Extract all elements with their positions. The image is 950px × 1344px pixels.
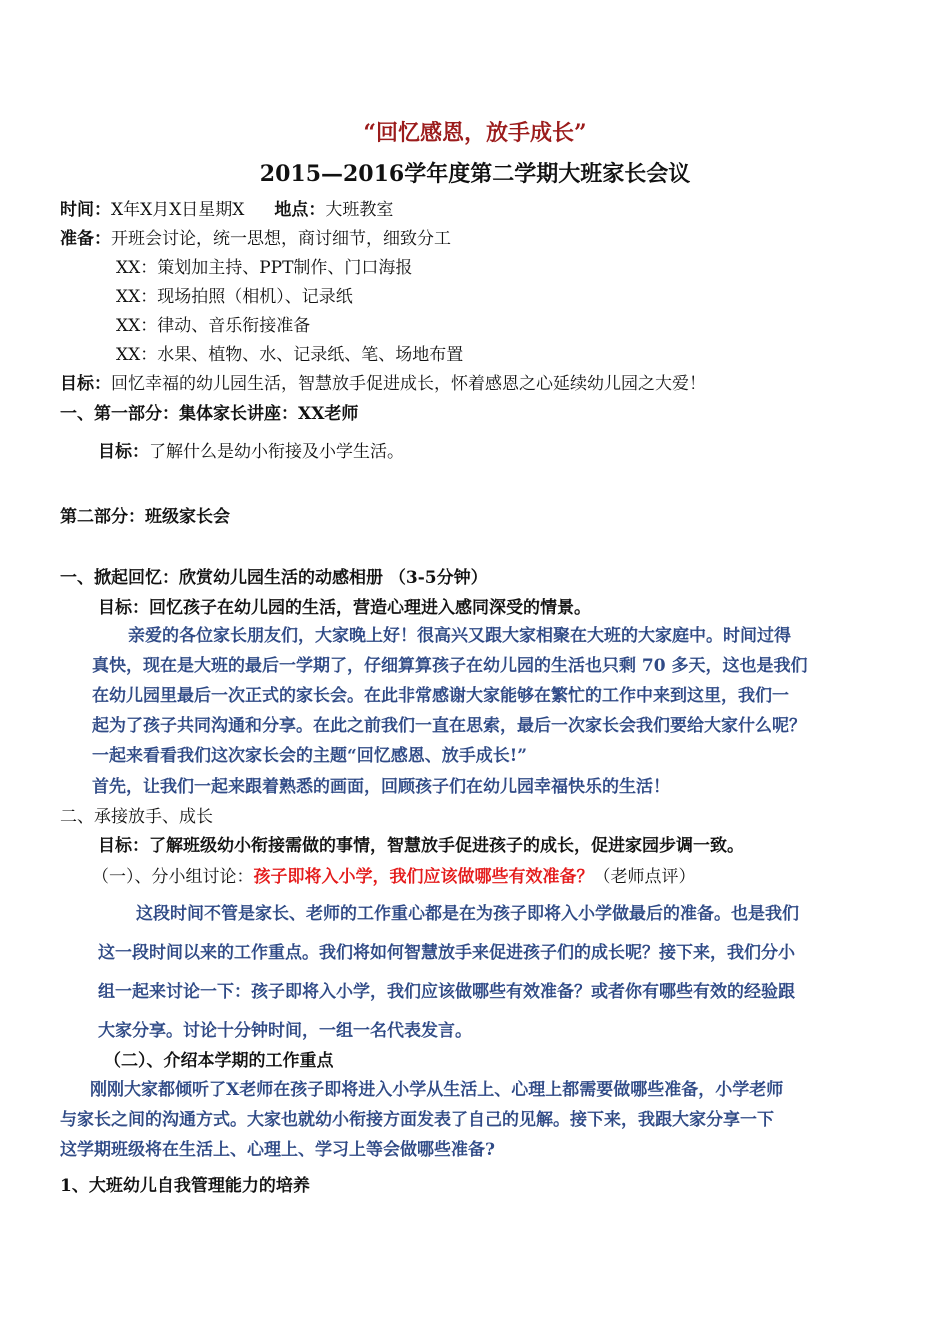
paragraph-line: 亲爱的各位家长朋友们，大家晚上好！很高兴又跟大家相聚在大班的大家庭中。时间过得 bbox=[128, 626, 791, 646]
section1-duration: （3-5分钟） bbox=[388, 568, 488, 588]
time-value: X年X月X日星期X bbox=[111, 200, 245, 220]
paragraph-line: 刚刚大家都倾听了X老师在孩子即将进入小学从生活上、心理上都需要做哪些准备，小学老师 bbox=[90, 1080, 784, 1100]
part1-goal bbox=[98, 440, 404, 464]
prep-item: XX：水果、植物、水、记录纸、笔、场地布置 bbox=[116, 345, 464, 365]
prep-line bbox=[60, 227, 451, 251]
subsection1-prefix: （一）、分小组讨论： bbox=[92, 867, 254, 887]
paragraph-line: 这一段时间以来的工作重点。我们将如何智慧放手来促进孩子们的成长呢？接下来，我们分小 bbox=[98, 943, 795, 963]
section1-heading bbox=[60, 566, 488, 590]
paragraph-line: 一起来看看我们这次家长会的主题“回忆感恩、放手成长!” bbox=[92, 746, 528, 766]
subsection1-heading bbox=[92, 865, 696, 889]
prep-item: XX：策划加主持、PPT制作、门口海报 bbox=[116, 258, 413, 278]
paragraph-line: 首先，让我们一起来跟着熟悉的画面，回顾孩子们在幼儿园幸福快乐的生活！ bbox=[92, 777, 670, 797]
place-value: 大班教室 bbox=[325, 200, 394, 220]
item1-heading: 1、大班幼儿自我管理能力的培养 bbox=[60, 1176, 310, 1196]
part1-goal-value: 了解什么是幼小衔接及小学生活。 bbox=[149, 442, 404, 462]
part1-goal-label: 目标： bbox=[98, 442, 149, 462]
paragraph-line: 起为了孩子共同沟通和分享。在此之前我们一直在思索，最后一次家长会我们要给大家什么呢？ bbox=[92, 716, 806, 736]
paragraph-line: 这段时间不管是家长、老师的工作重心都是在为孩子即将入小学做最后的准备。也是我们 bbox=[136, 904, 799, 924]
paragraph-line: 这学期班级将在生活上、心理上、学习上等会做哪些准备? bbox=[60, 1140, 495, 1160]
subsection1-question: 孩子即将入小学，我们应该做哪些有效准备？ bbox=[253, 867, 594, 887]
goal-value: 回忆幸福的幼儿园生活，智慧放手促进成长，怀着感恩之心延续幼儿园之大爱！ bbox=[111, 374, 706, 394]
paragraph-line: 与家长之间的沟通方式。大家也就幼小衔接方面发表了自己的见解。接下来，我跟大家分享一下 bbox=[60, 1110, 774, 1130]
place-label: 地点： bbox=[274, 200, 326, 220]
title-quote: “回忆感恩，放手成长” bbox=[363, 120, 587, 146]
prep-label: 准备： bbox=[60, 229, 111, 249]
subsection1-suffix: （老师点评） bbox=[593, 867, 696, 887]
paragraph-line: 在幼儿园里最后一次正式的家长会。在此非常感谢大家能够在繁忙的工作中来到这里，我们一 bbox=[92, 686, 789, 706]
section2-goal: 目标：了解班级幼小衔接需做的事情，智慧放手促进孩子的成长，促进家园步调一致。 bbox=[98, 836, 744, 856]
section1-heading-text: 一、掀起回忆：欣赏幼儿园生活的动感相册 bbox=[60, 568, 383, 588]
prep-item: XX：现场拍照（相机）、记录纸 bbox=[116, 287, 353, 307]
page-title: 2015—2016学年度第二学期大班家长会议 bbox=[259, 161, 691, 187]
time-label: 时间： bbox=[60, 200, 111, 220]
subsection2-heading: （二）、介绍本学期的工作重点 bbox=[104, 1051, 334, 1071]
paragraph-line: 真快，现在是大班的最后一学期了，仔细算算孩子在幼儿园的生活也只剩 70 多天，这也是我们 bbox=[92, 656, 808, 676]
section2-heading: 二、承接放手、成长 bbox=[60, 807, 213, 827]
prep-value: 开班会讨论，统一思想，商讨细节，细致分工 bbox=[111, 229, 451, 249]
section1-goal: 目标：回忆孩子在幼儿园的生活，营造心理进入感同深受的情景。 bbox=[98, 598, 591, 618]
paragraph-line: 大家分享。讨论十分钟时间，一组一名代表发言。 bbox=[98, 1021, 472, 1041]
prep-item: XX：律动、音乐衔接准备 bbox=[116, 316, 311, 336]
goal-line bbox=[60, 372, 706, 396]
part2-heading: 第二部分：班级家长会 bbox=[60, 507, 230, 527]
paragraph-line: 组一起来讨论一下：孩子即将入小学，我们应该做哪些有效准备？或者你有哪些有效的经验跟 bbox=[98, 982, 795, 1002]
goal-label: 目标： bbox=[60, 374, 111, 394]
part1-heading: 一、第一部分：集体家长讲座：XX老师 bbox=[60, 404, 359, 424]
time-place-line bbox=[60, 198, 393, 222]
